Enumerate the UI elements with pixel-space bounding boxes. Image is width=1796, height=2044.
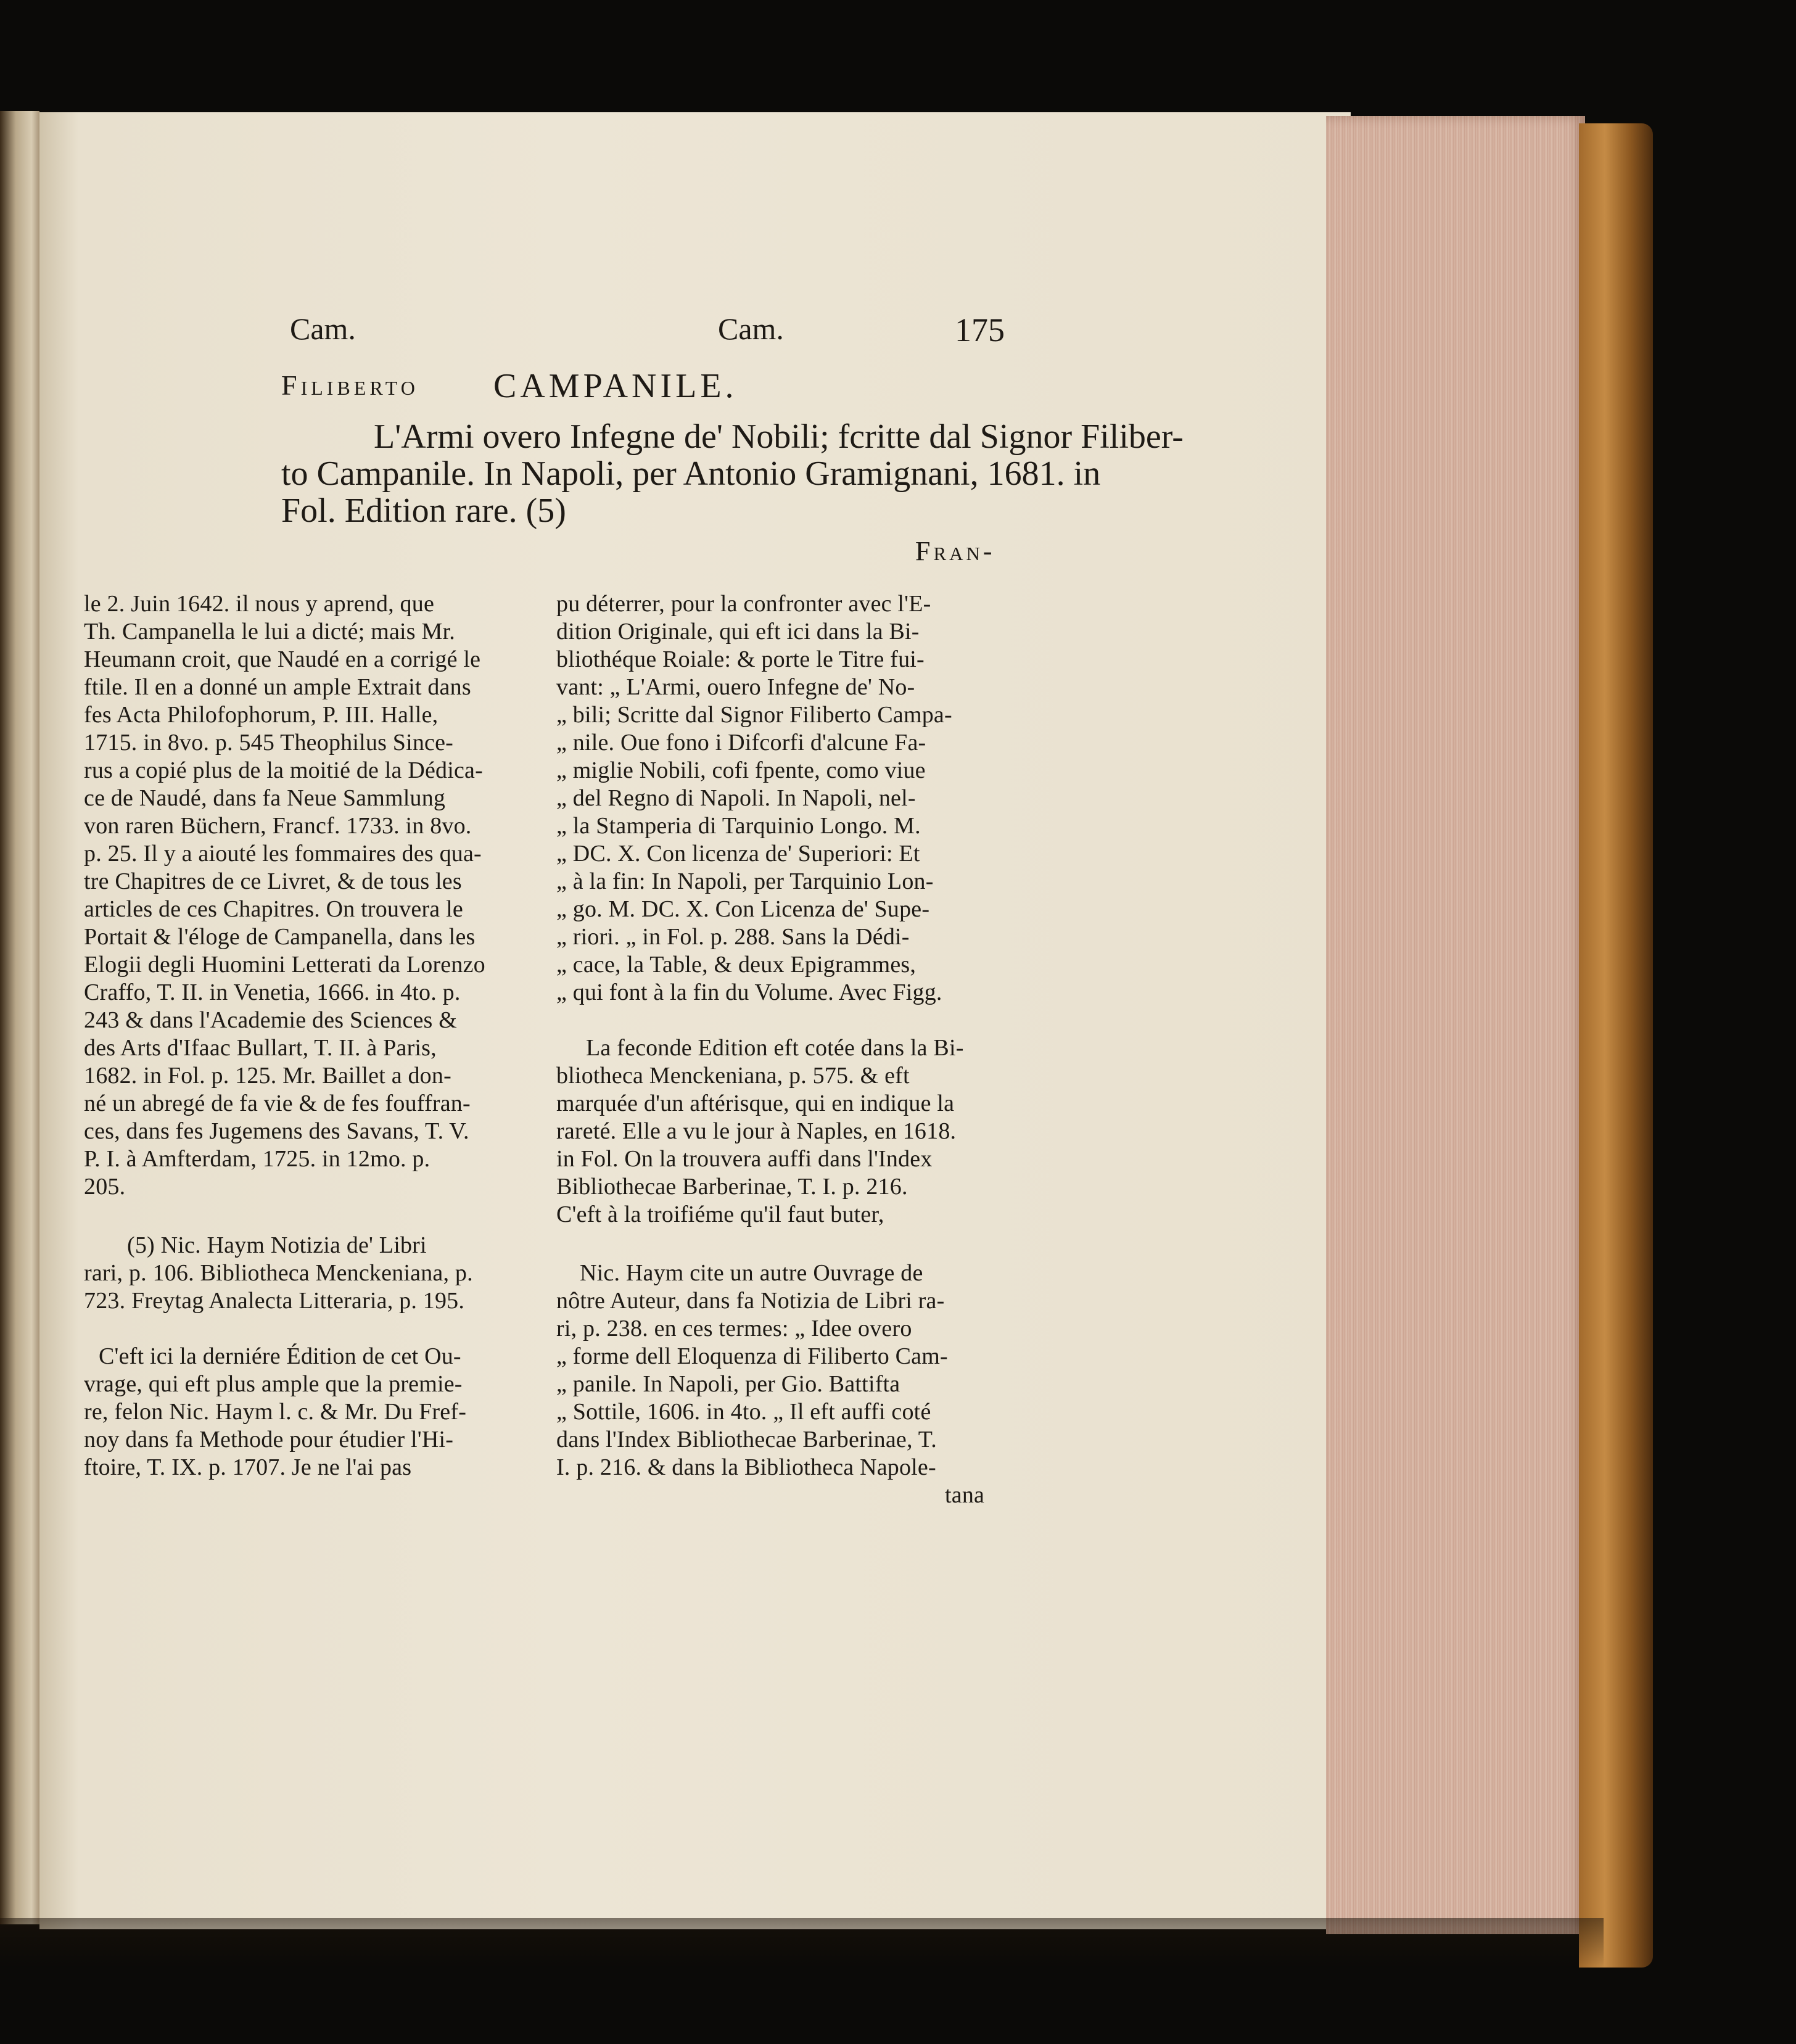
text-line: La feconde Edition eft cotée dans la Bi- [586,1035,964,1061]
text-line: noy dans fa Methode pour étudier l'Hi- [84,1427,454,1453]
heading-surname: CAMPANILE. [493,367,738,405]
text-line: ri, p. 238. en ces termes: „ Idee overo [556,1316,912,1341]
page-shadow [0,1918,1604,1968]
text-line: 1682. in Fol. p. 125. Mr. Baillet a don- [84,1063,451,1089]
text-line: „ qui font à la fin du Volume. Avec Figg. [556,979,942,1005]
text-line: bliotheca Menckeniana, p. 575. & eft [556,1063,910,1089]
text-line: Elogii degli Huomini Letterati da Lorenzo [84,952,485,978]
facing-page-edge [0,111,39,1924]
text-line: Nic. Haym cite un autre Ouvrage de [580,1260,923,1286]
text-line: marquée d'un aftérisque, qui en indique la [556,1090,955,1116]
entry-line-2: to Campanile. In Napoli, per Antonio Gramignani, 1681. in [281,455,1101,493]
text-line: ce de Naudé, dans fa Neue Sammlung [84,785,446,811]
text-line: „ à la fin: In Napoli, per Tarquinio Lon- [556,868,934,894]
text-line: C'eft à la troifiéme qu'il faut buter, [556,1201,884,1227]
text-line: „ riori. „ in Fol. p. 288. Sans la Dédi- [556,924,910,950]
book-cover [1579,123,1653,1968]
text-line: rareté. Elle a vu le jour à Naples, en 1618. [556,1118,957,1144]
text-line: „ miglie Nobili, cofi fpente, como viue [556,757,926,783]
text-line: Craffo, T. II. in Venetia, 1666. in 4to. p. [84,979,461,1005]
text-line: „ la Stamperia di Tarquinio Longo. M. [556,813,921,839]
text-line: in Fol. On la trouvera auffi dans l'Index [556,1146,933,1172]
running-head-center: Cam. [718,311,784,346]
text-line: 1715. in 8vo. p. 545 Theophilus Since- [84,730,454,756]
text-line: „ del Regno di Napoli. In Napoli, nel- [556,785,916,811]
text-line: ftoire, T. IX. p. 1707. Je ne l'ai pas [84,1454,412,1480]
heading-firstname: Filiberto [281,369,419,401]
text-line: ftile. Il en a donné un ample Extrait dans [84,674,471,700]
text-line: re, felon Nic. Haym l. c. & Mr. Du Fref- [84,1399,467,1425]
text-line: ces, dans fes Jugemens des Savans, T. V. [84,1118,469,1144]
text-line: „ panile. In Napoli, per Gio. Battifta [556,1371,900,1397]
text-line: 205. [84,1174,126,1200]
running-head-left: Cam. [290,311,356,346]
text-line: „ Sottile, 1606. in 4to. „ Il eft auffi coté [556,1399,931,1425]
text-line: „ cace, la Table, & deux Epigrammes, [556,952,917,978]
text-line: 243 & dans l'Academie des Sciences & [84,1007,457,1033]
text-line: vant: „ L'Armi, ouero Infegne de' No- [556,674,915,700]
text-line: dans l'Index Bibliothecae Barberinae, T. [556,1427,937,1453]
entry-line-1: L'Armi overo Infegne de' Nobili; fcritte dal Signor Filiber- [374,418,1184,456]
text-line: Bibliothecae Barberinae, T. I. p. 216. [556,1174,908,1200]
text-line: né un abregé de fa vie & de fes fouffran- [84,1090,471,1116]
text-line: I. p. 216. & dans la Bibliotheca Napole- [556,1454,936,1480]
text-line: tre Chapitres de ce Livret, & de tous les [84,868,462,894]
text-line: „ go. M. DC. X. Con Licenza de' Supe- [556,896,930,922]
right-catchword: tana [945,1482,985,1508]
text-line: „ DC. X. Con licenza de' Superiori: Et [556,841,920,867]
catchword: Fran- [915,536,995,566]
footnote-line: 723. Freytag Analecta Litteraria, p. 195. [84,1288,465,1314]
text-line: p. 25. Il y a aiouté les fommaires des qua- [84,841,482,867]
page-number: 175 [955,311,1005,348]
entry-line-3: Fol. Edition rare. (5) [281,492,566,530]
text-line: von raren Büchern, Francf. 1733. in 8vo. [84,813,472,839]
text-line: Portait & l'éloge de Campanella, dans les [84,924,476,950]
text-line: le 2. Juin 1642. il nous y aprend, que [84,591,435,617]
text-line: des Arts d'Ifaac Bullart, T. II. à Paris, [84,1035,437,1061]
text-line: pu déterrer, pour la confronter avec l'E- [556,591,931,617]
text-line: articles de ces Chapitres. On trouvera le [84,896,463,922]
text-line: P. I. à Amfterdam, 1725. in 12mo. p. [84,1146,430,1172]
text-line: C'eft ici la derniére Édition de cet Ou- [99,1343,461,1369]
footnote-line: rari, p. 106. Bibliotheca Menckeniana, p. [84,1260,473,1286]
text-line: „ forme dell Eloquenza di Filiberto Cam- [556,1343,948,1369]
page-edges [1326,116,1585,1934]
text-line: fes Acta Philofophorum, P. III. Halle, [84,702,439,728]
text-line: „ nile. Oue fono i Difcorfi d'alcune Fa- [556,730,926,756]
text-line: rus a copié plus de la moitié de la Dédica- [84,757,483,783]
text-line: dition Originale, qui eft ici dans la Bi- [556,619,920,645]
text-line: Th. Campanella le lui a dicté; mais Mr. [84,619,455,645]
text-line: bliothéque Roiale: & porte le Titre fui- [556,646,925,672]
text-line: Heumann croit, que Naudé en a corrigé le [84,646,481,672]
text-line: vrage, qui eft plus ample que la premie- [84,1371,463,1397]
text-line: nôtre Auteur, dans fa Notizia de Libri ra- [556,1288,945,1314]
text-line: „ bili; Scritte dal Signor Filiberto Campa- [556,702,952,728]
footnote-line: (5) Nic. Haym Notizia de' Libri [127,1232,427,1258]
